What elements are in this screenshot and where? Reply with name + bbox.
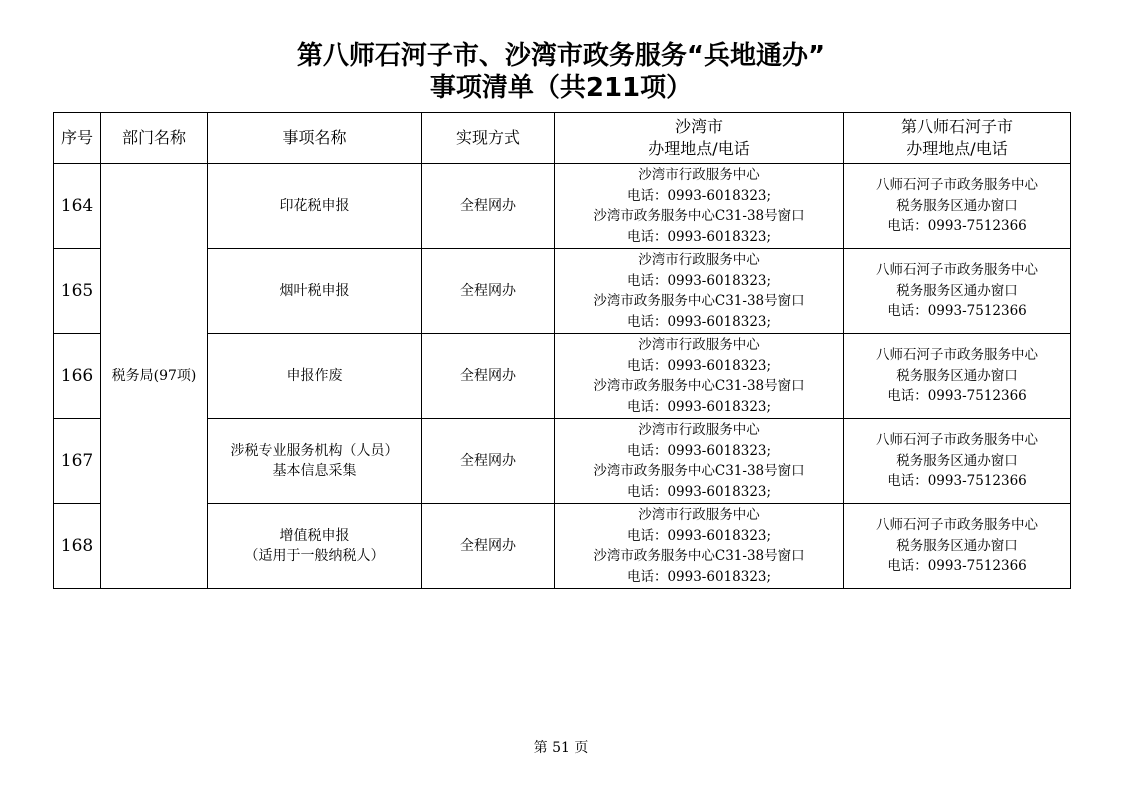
- contact-line: 电话：0993-6018323;: [626, 442, 772, 459]
- row-item: [208, 249, 422, 334]
- row-item: [208, 419, 422, 504]
- header-shihezi: [844, 113, 1071, 164]
- item-line: 基本信息采集: [272, 463, 357, 479]
- header-shawan-line: 沙湾市: [674, 117, 723, 136]
- row-item: [208, 164, 422, 249]
- header-method: 实现方式: [422, 113, 555, 164]
- contact-line: 沙湾市政务服务中心C31-38号窗口: [593, 378, 805, 394]
- header-shihezi-line: 办理地点/电话: [906, 139, 1008, 158]
- document-subtitle: 事项清单（共211项）: [429, 73, 693, 103]
- header-dept: 部门名称: [101, 113, 208, 164]
- item-line: 申报作废: [286, 368, 343, 384]
- item-line: （适用于一般纳税人）: [244, 548, 385, 564]
- department-cell: 税务局(97项): [101, 164, 208, 589]
- contact-line: 电话：0993-6018323;: [626, 568, 772, 585]
- row-seq: 166: [54, 334, 101, 419]
- row-shawan-contact: [555, 504, 844, 589]
- contact-line: 电话：0993-6018323;: [626, 228, 772, 245]
- contact-line: 沙湾市行政服务中心: [638, 252, 760, 268]
- row-shihezi-contact: [844, 334, 1071, 419]
- row-method: 全程网办: [422, 504, 555, 589]
- contact-line: 电话：0993-6018323;: [626, 483, 772, 500]
- contact-line: 沙湾市政务服务中心C31-38号窗口: [593, 548, 805, 564]
- row-item: [208, 334, 422, 419]
- contact-line: 八师石河子市政务服务中心: [876, 262, 1038, 279]
- header-shihezi-line: 第八师石河子市: [900, 117, 1013, 136]
- contact-line: 电话：0993-6018323;: [626, 398, 772, 415]
- contact-line: 电话：0993-6018323;: [626, 357, 772, 374]
- header-item: 事项名称: [208, 113, 422, 164]
- contact-line: 税务服务区通办窗口: [896, 452, 1018, 469]
- row-method: 全程网办: [422, 164, 555, 249]
- table-row: [54, 164, 1071, 249]
- contact-line: 电话：0993-7512366: [887, 388, 1027, 405]
- contact-line: 沙湾市政务服务中心C31-38号窗口: [593, 293, 805, 309]
- contact-line: 沙湾市行政服务中心: [638, 422, 760, 438]
- row-shihezi-contact: [844, 419, 1071, 504]
- header-seq: 序号: [54, 113, 101, 164]
- row-shawan-contact: [555, 249, 844, 334]
- row-seq: 168: [54, 504, 101, 589]
- contact-line: 电话：0993-6018323;: [626, 272, 772, 289]
- contact-line: 电话：0993-7512366: [887, 303, 1027, 320]
- contact-line: 电话：0993-7512366: [887, 218, 1027, 235]
- header-shawan: [555, 113, 844, 164]
- contact-line: 沙湾市行政服务中心: [638, 167, 760, 183]
- contact-line: 沙湾市行政服务中心: [638, 507, 760, 523]
- contact-line: 电话：0993-7512366: [887, 473, 1027, 490]
- row-seq: 167: [54, 419, 101, 504]
- table-header-row: [54, 113, 1071, 164]
- row-item: [208, 504, 422, 589]
- row-shihezi-contact: [844, 249, 1071, 334]
- row-seq: 164: [54, 164, 101, 249]
- item-line: 涉税专业服务机构（人员）: [230, 443, 399, 459]
- row-method: 全程网办: [422, 249, 555, 334]
- header-shawan-line: 办理地点/电话: [648, 139, 750, 158]
- contact-line: 税务服务区通办窗口: [896, 537, 1018, 554]
- contact-line: 税务服务区通办窗口: [896, 197, 1018, 214]
- contact-line: 八师石河子市政务服务中心: [876, 517, 1038, 534]
- contact-line: 沙湾市政务服务中心C31-38号窗口: [593, 208, 805, 224]
- row-shihezi-contact: [844, 164, 1071, 249]
- row-shihezi-contact: [844, 504, 1071, 589]
- contact-line: 八师石河子市政务服务中心: [876, 347, 1038, 364]
- contact-line: 八师石河子市政务服务中心: [876, 177, 1038, 194]
- page-number: 第 51 页: [533, 740, 589, 756]
- item-line: 印花税申报: [279, 198, 350, 214]
- contact-line: 电话：0993-6018323;: [626, 187, 772, 204]
- document-title: 第八师石河子市、沙湾市政务服务“兵地通办”: [296, 41, 826, 71]
- row-shawan-contact: [555, 334, 844, 419]
- contact-line: 八师石河子市政务服务中心: [876, 432, 1038, 449]
- contact-line: 电话：0993-6018323;: [626, 527, 772, 544]
- items-table: [53, 112, 1071, 589]
- row-seq: 165: [54, 249, 101, 334]
- contact-line: 电话：0993-6018323;: [626, 313, 772, 330]
- row-shawan-contact: [555, 419, 844, 504]
- row-method: 全程网办: [422, 334, 555, 419]
- item-line: 烟叶税申报: [279, 283, 350, 299]
- row-shawan-contact: [555, 164, 844, 249]
- contact-line: 沙湾市政务服务中心C31-38号窗口: [593, 463, 805, 479]
- contact-line: 税务服务区通办窗口: [896, 282, 1018, 299]
- contact-line: 沙湾市行政服务中心: [638, 337, 760, 353]
- item-line: 增值税申报: [279, 528, 350, 544]
- contact-line: 税务服务区通办窗口: [896, 367, 1018, 384]
- contact-line: 电话：0993-7512366: [887, 558, 1027, 575]
- row-method: 全程网办: [422, 419, 555, 504]
